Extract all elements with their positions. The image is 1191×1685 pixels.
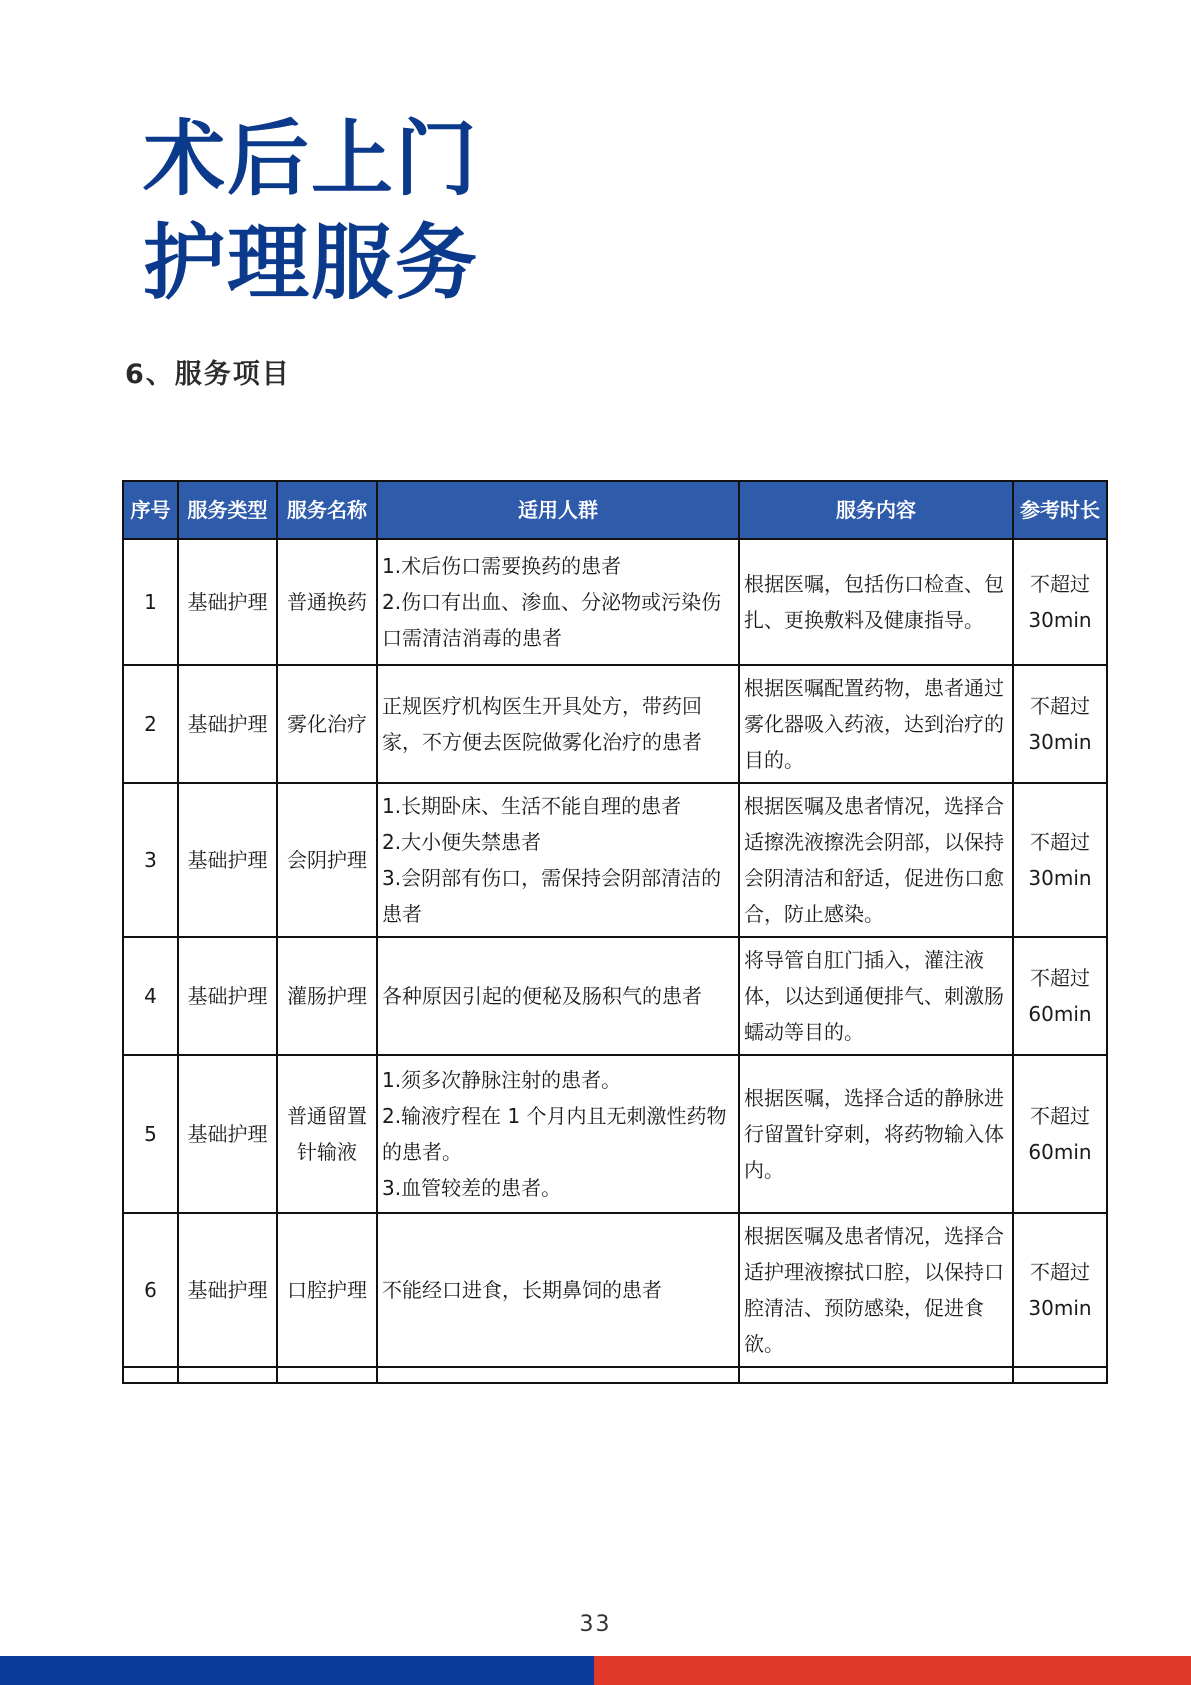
- footer-bar-left: [0, 1656, 594, 1685]
- header-service-name: 服务名称: [277, 481, 377, 539]
- table-row: [123, 665, 1107, 783]
- cell-duration: 不超过 30min: [1013, 539, 1107, 665]
- cell-duration: 不超过 60min: [1013, 937, 1107, 1055]
- continuation-cell: [178, 1367, 277, 1383]
- cell-type: 基础护理: [178, 937, 277, 1055]
- cell-no: 2: [123, 665, 178, 783]
- cell-name: 普通留置 针输液: [277, 1055, 377, 1213]
- continuation-cell: [277, 1367, 377, 1383]
- cell-no: 6: [123, 1213, 178, 1367]
- header-service-content: 服务内容: [739, 481, 1013, 539]
- header-service-type: 服务类型: [178, 481, 277, 539]
- table-row: [123, 539, 1107, 665]
- cell-audience: 1.长期卧床、生活不能自理的患者 2.大小便失禁患者 3.会阴部有伤口，需保持会阴部清洁的患者: [377, 783, 739, 937]
- header-duration: 参考时长: [1013, 481, 1107, 539]
- table-row: [123, 783, 1107, 937]
- continuation-cell: [377, 1367, 739, 1383]
- cell-type: 基础护理: [178, 1055, 277, 1213]
- page-number: 33: [579, 1612, 612, 1637]
- cell-audience: 各种原因引起的便秘及肠积气的患者: [377, 937, 739, 1055]
- cell-content: 将导管自肛门插入，灌注液体，以达到通便排气、刺激肠蠕动等目的。: [739, 937, 1013, 1055]
- cell-no: 5: [123, 1055, 178, 1213]
- cell-name: 普通换药: [277, 539, 377, 665]
- cell-type: 基础护理: [178, 783, 277, 937]
- cell-duration: 不超过 30min: [1013, 665, 1107, 783]
- cell-audience: 不能经口进食，长期鼻饲的患者: [377, 1213, 739, 1367]
- cell-content: 根据医嘱，选择合适的静脉进行留置针穿刺，将药物输入体内。: [739, 1055, 1013, 1213]
- table-continuation-row: [123, 1367, 1107, 1383]
- section-heading: 6、服务项目: [125, 359, 291, 390]
- cell-name: 口腔护理: [277, 1213, 377, 1367]
- cell-name: 雾化治疗: [277, 665, 377, 783]
- cell-content: 根据医嘱，包括伤口检查、包扎、更换敷料及健康指导。: [739, 539, 1013, 665]
- cell-audience: 正规医疗机构医生开具处方，带药回家，不方便去医院做雾化治疗的患者: [377, 665, 739, 783]
- cell-type: 基础护理: [178, 1213, 277, 1367]
- cell-content: 根据医嘱及患者情况，选择合适擦洗液擦洗会阴部，以保持会阴清洁和舒适，促进伤口愈合，防止感染。: [739, 783, 1013, 937]
- cell-content: 根据医嘱配置药物，患者通过雾化器吸入药液，达到治疗的目的。: [739, 665, 1013, 783]
- table-row: [123, 1213, 1107, 1367]
- page-title-line-2: 护理服务: [143, 216, 480, 311]
- cell-type: 基础护理: [178, 665, 277, 783]
- cell-duration: 不超过 30min: [1013, 1213, 1107, 1367]
- cell-duration: 不超过 60min: [1013, 1055, 1107, 1213]
- cell-audience: 1.术后伤口需要换药的患者 2.伤口有出血、渗血、分泌物或污染伤口需清洁消毒的患者: [377, 539, 739, 665]
- header-no: 序号: [123, 481, 178, 539]
- cell-name: 灌肠护理: [277, 937, 377, 1055]
- page-title-line-1: 术后上门: [143, 112, 480, 207]
- footer-bar-right: [594, 1656, 1191, 1685]
- service-items-table: [122, 480, 1108, 1384]
- cell-audience: 1.须多次静脉注射的患者。 2.输液疗程在 1 个月内且无刺激性药物的患者。 3.血管较差的患者。: [377, 1055, 739, 1213]
- continuation-cell: [739, 1367, 1013, 1383]
- table-row: [123, 937, 1107, 1055]
- continuation-cell: [123, 1367, 178, 1383]
- cell-no: 3: [123, 783, 178, 937]
- cell-duration: 不超过 30min: [1013, 783, 1107, 937]
- table-row: [123, 1055, 1107, 1213]
- table-header-row: [123, 481, 1107, 539]
- cell-no: 1: [123, 539, 178, 665]
- header-audience: 适用人群: [377, 481, 739, 539]
- cell-name: 会阴护理: [277, 783, 377, 937]
- page-title: [143, 108, 479, 316]
- cell-content: 根据医嘱及患者情况，选择合适护理液擦拭口腔，以保持口腔清洁、预防感染，促进食欲。: [739, 1213, 1013, 1367]
- cell-no: 4: [123, 937, 178, 1055]
- continuation-cell: [1013, 1367, 1107, 1383]
- cell-type: 基础护理: [178, 539, 277, 665]
